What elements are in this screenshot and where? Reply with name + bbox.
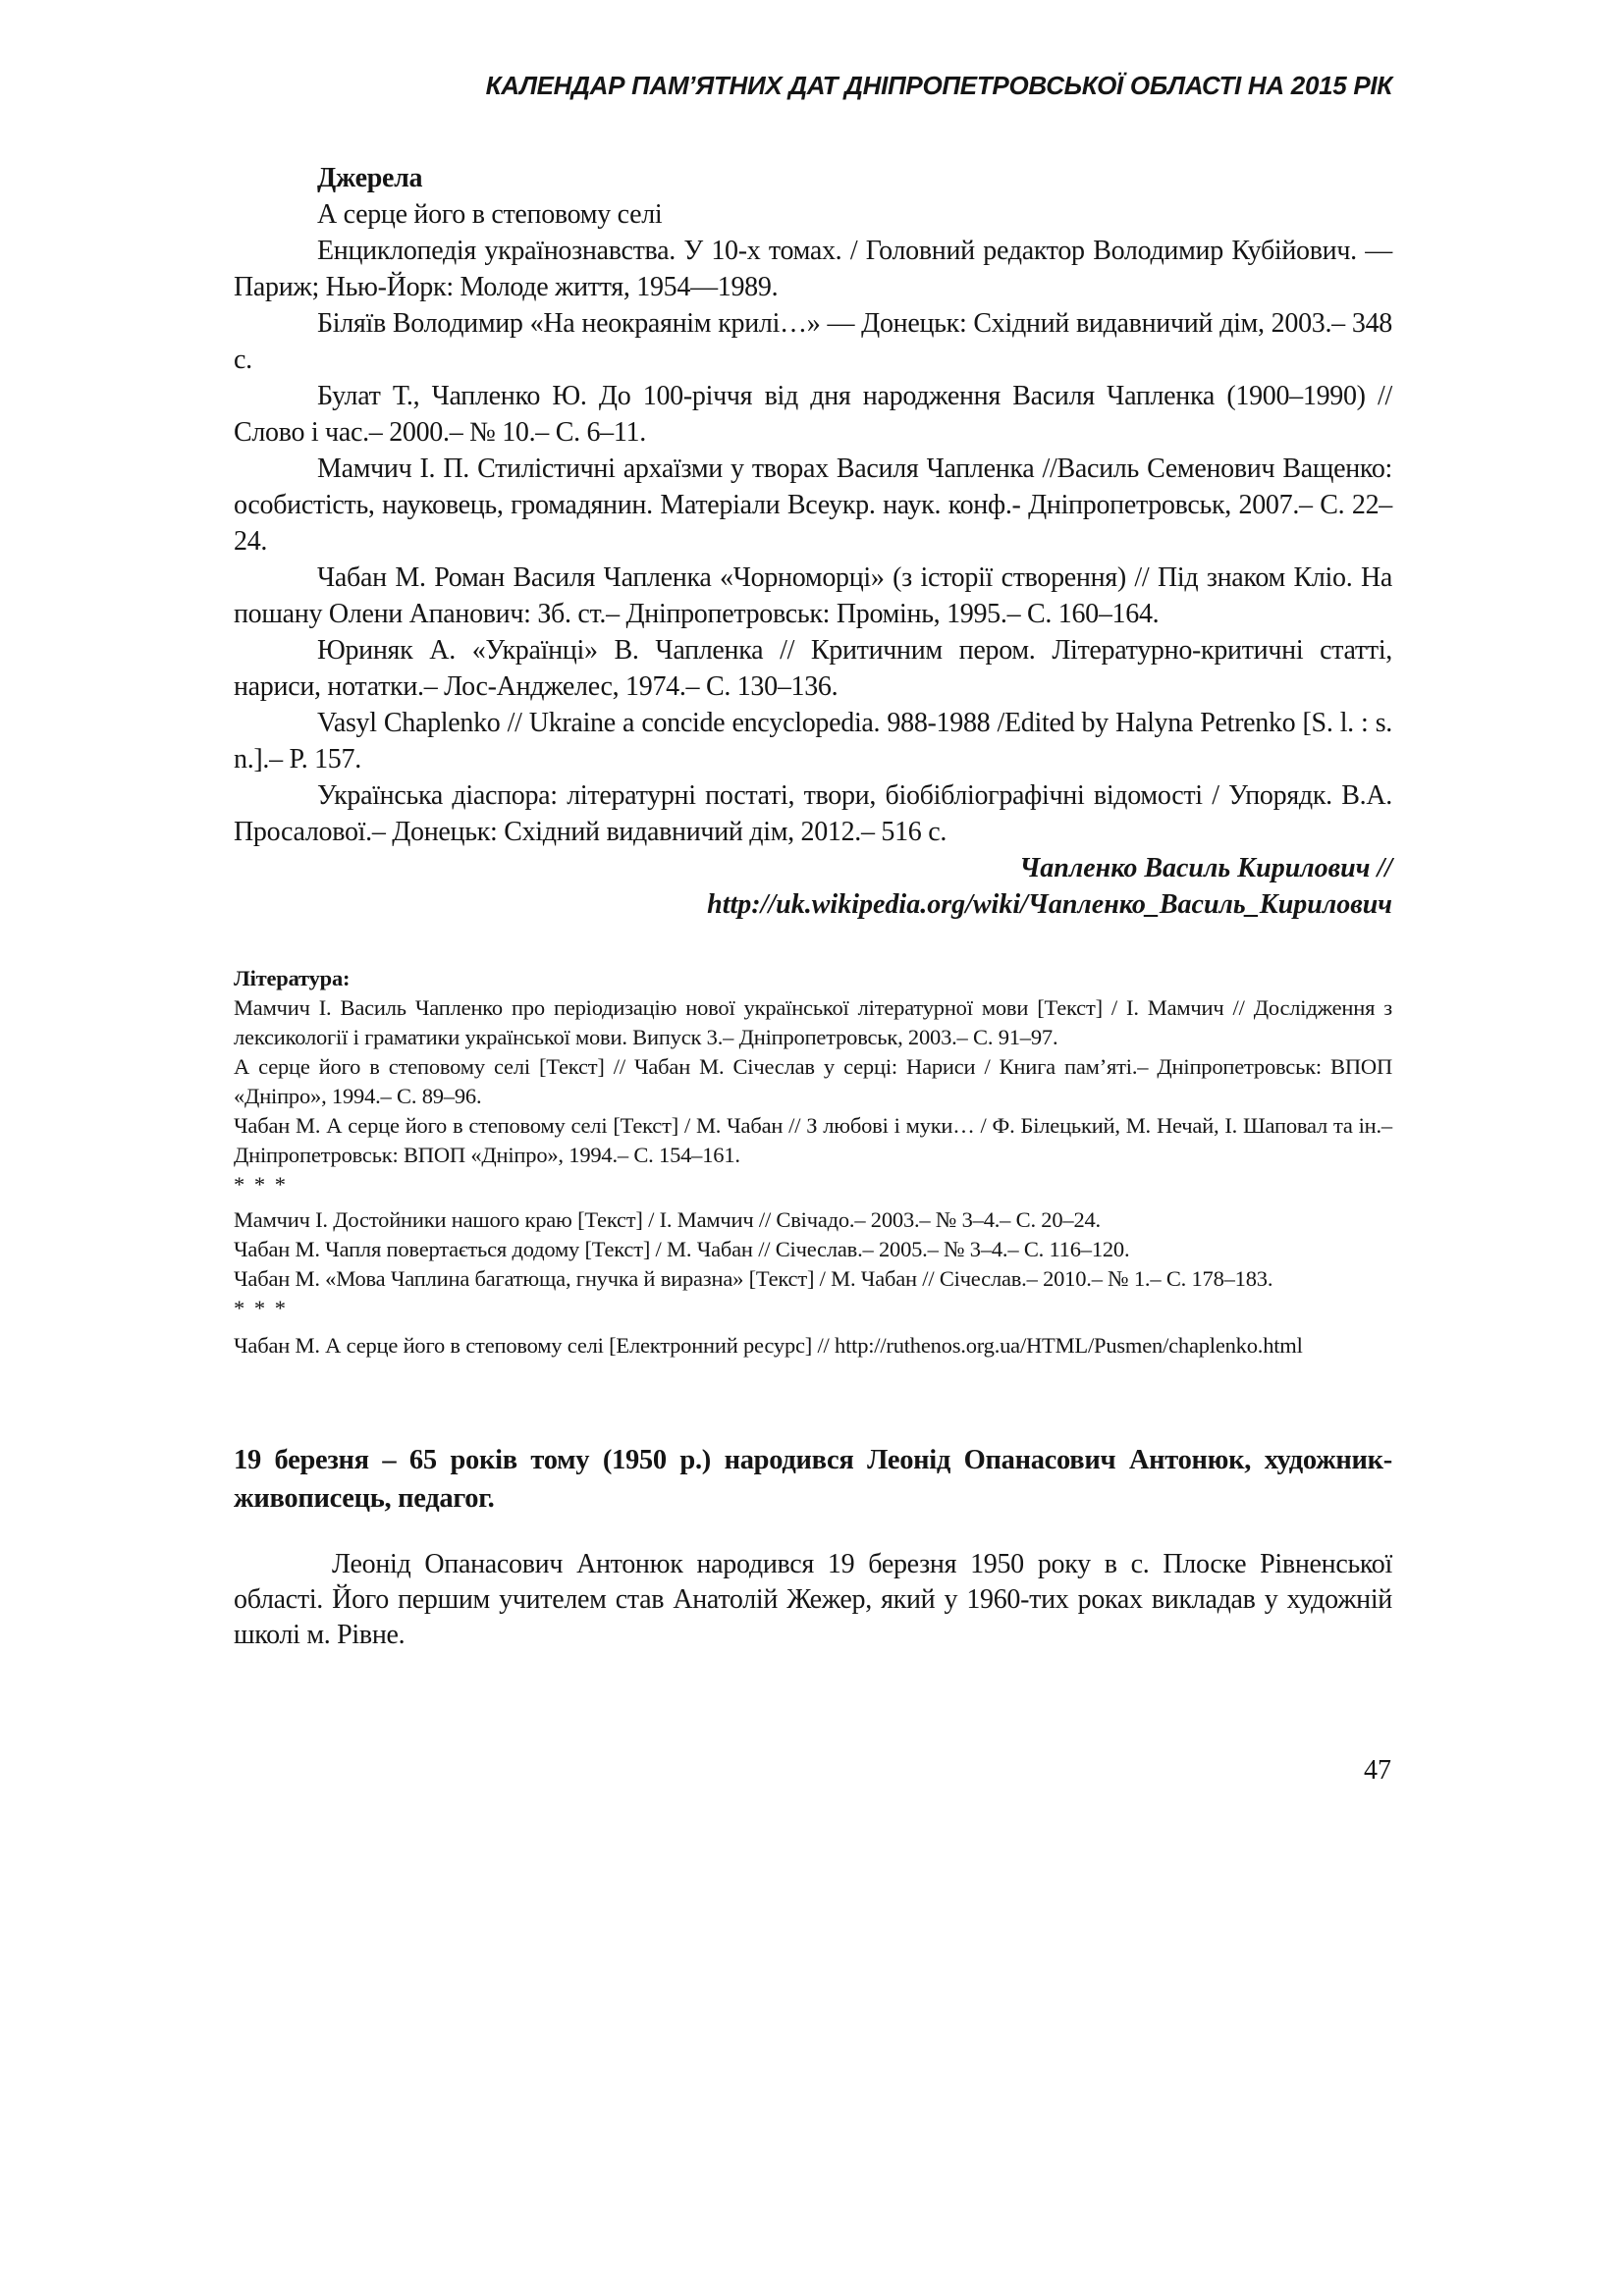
source-entry: Енциклопедія українознавства. У 10-х томах. / Головний редактор Володимир Кубійович. — Париж; Нью-Йорк: Молоде життя, 1954—1989. [234,236,1392,302]
date-entry-heading: 19 березня – 65 років тому (1950 р.) народився Леонід Опанасович Антонюк, художник-живописець, педагог. [234,1445,1392,1514]
literature-entry-electronic [234,1331,1392,1361]
literature-entry: Мамчич І. Василь Чапленко про періодизацію нової української літературної мови [Текст] / І. Мамчич // Дослідження з лексикології і граматики української мови. Випуск 3.– Дніпропетровськ, 2003.– С. 91–97. [234,995,1392,1049]
source-entry: Біляїв Володимир «На неокраянім крилі…» — Донецьк: Східний видавничий дім, 2003.– 348 с. [234,308,1392,375]
page-content [234,0,1392,1653]
source-entry: Vasyl Chaplenko // Ukraine a concide encyclopedia. 988-1988 /Edited by Halyna Petrenko [S. l. : s. n.].– P. 157. [234,708,1392,774]
biography-paragraph: Леонід Опанасович Антонюк народився 19 березня 1950 року в с. Плоске Рівненської області. Його першим учителем став Анатолій Жежер, який у 1960-тих роках викладав у художній школі м. Рівне. [234,1549,1392,1650]
asterisk-separator: * * * [234,1296,288,1320]
sources-heading: Джерела [317,163,423,193]
attribution-url: http://uk.wikipedia.org/wiki/Чапленко_Василь_Кирилович [707,889,1392,920]
page-number: 47 [1364,1755,1391,1786]
electronic-resource-text: Чабан М. А серце його в степовому селі [Електронний ресурс] // [234,1333,830,1358]
literature-entry: Мамчич І. Достойники нашого краю [Текст] / І. Мамчич // Свічадо.– 2003.– № 3–4.– С. 20–24. [234,1207,1101,1232]
source-entry: Українська діаспора: літературні постаті, твори, біобібліографічні відомості / Упорядк. В.А. Просалової.– Донецьк: Східний видавничий дім, 2012.– 516 с. [234,780,1392,847]
literature-heading: Література: [234,966,351,990]
source-entry: Булат Т., Чапленко Ю. До 100-річчя від дня народження Василя Чапленка (1900–1990) // Слово і час.– 2000.– № 10.– С. 6–11. [234,381,1392,448]
literature-entry: Чабан М. Чапля повертається додому [Текст] / М. Чабан // Січеслав.– 2005.– № 3–4.– С. 116–120. [234,1237,1130,1261]
attribution-author: Чапленко Василь Кирилович // [1019,853,1392,883]
electronic-resource-url: http://ruthenos.org.ua/HTML/Pusmen/chaplenko.html [835,1333,1303,1358]
literature-entry: Чабан М. А серце його в степовому селі [Текст] / М. Чабан // З любові і муки… / Ф. Білецький, М. Нечай, І. Шаповал та ін.– Дніпропетровськ: ВПОП «Дніпро», 1994.– С. 154–161. [234,1113,1392,1167]
literature-entry: А серце його в степовому селі [Текст] // Чабан М. Січеслав у серці: Нариси / Книга пам’яті.– Дніпропетровськ: ВПОП «Дніпро», 1994.– С. 89–96. [234,1054,1392,1108]
source-entry: Мамчич І. П. Стилістичні архаїзми у творах Василя Чапленка //Василь Семенович Ващенко: особистість, науковець, громадянин. Матеріали Всеукр. наук. конф.- Дніпропетровськ, 2007.– С. 22–24. [234,454,1392,557]
source-entry: Чабан М. Роман Василя Чапленка «Чорноморці» (з історії створення) // Під знаком Кліо. На пошану Олени Апанович: Зб. ст.– Дніпропетровськ: Промінь, 1995.– С. 160–164. [234,562,1392,629]
asterisk-separator: * * * [234,1172,288,1197]
sources-section [234,160,1392,850]
running-header: КАЛЕНДАР ПАМ’ЯТНИХ ДАТ ДНІПРОПЕТРОВСЬКОЇ ОБЛАСТІ НА 2015 РІК [485,71,1392,100]
source-entry: Юриняк А. «Українці» В. Чапленка // Критичним пером. Літературно-критичні статті, нариси, нотатки.– Лос-Анджелес, 1974.– С. 130–136. [234,635,1392,702]
attribution-block [234,850,1392,923]
literature-entry: Чабан М. «Мова Чаплина багатюща, гнучка й виразна» [Текст] / М. Чабан // Січеслав.– 2010.– № 1.– С. 178–183. [234,1266,1273,1291]
sources-subtitle: А серце його в степовому селі [317,199,663,230]
literature-section [234,964,1392,1361]
